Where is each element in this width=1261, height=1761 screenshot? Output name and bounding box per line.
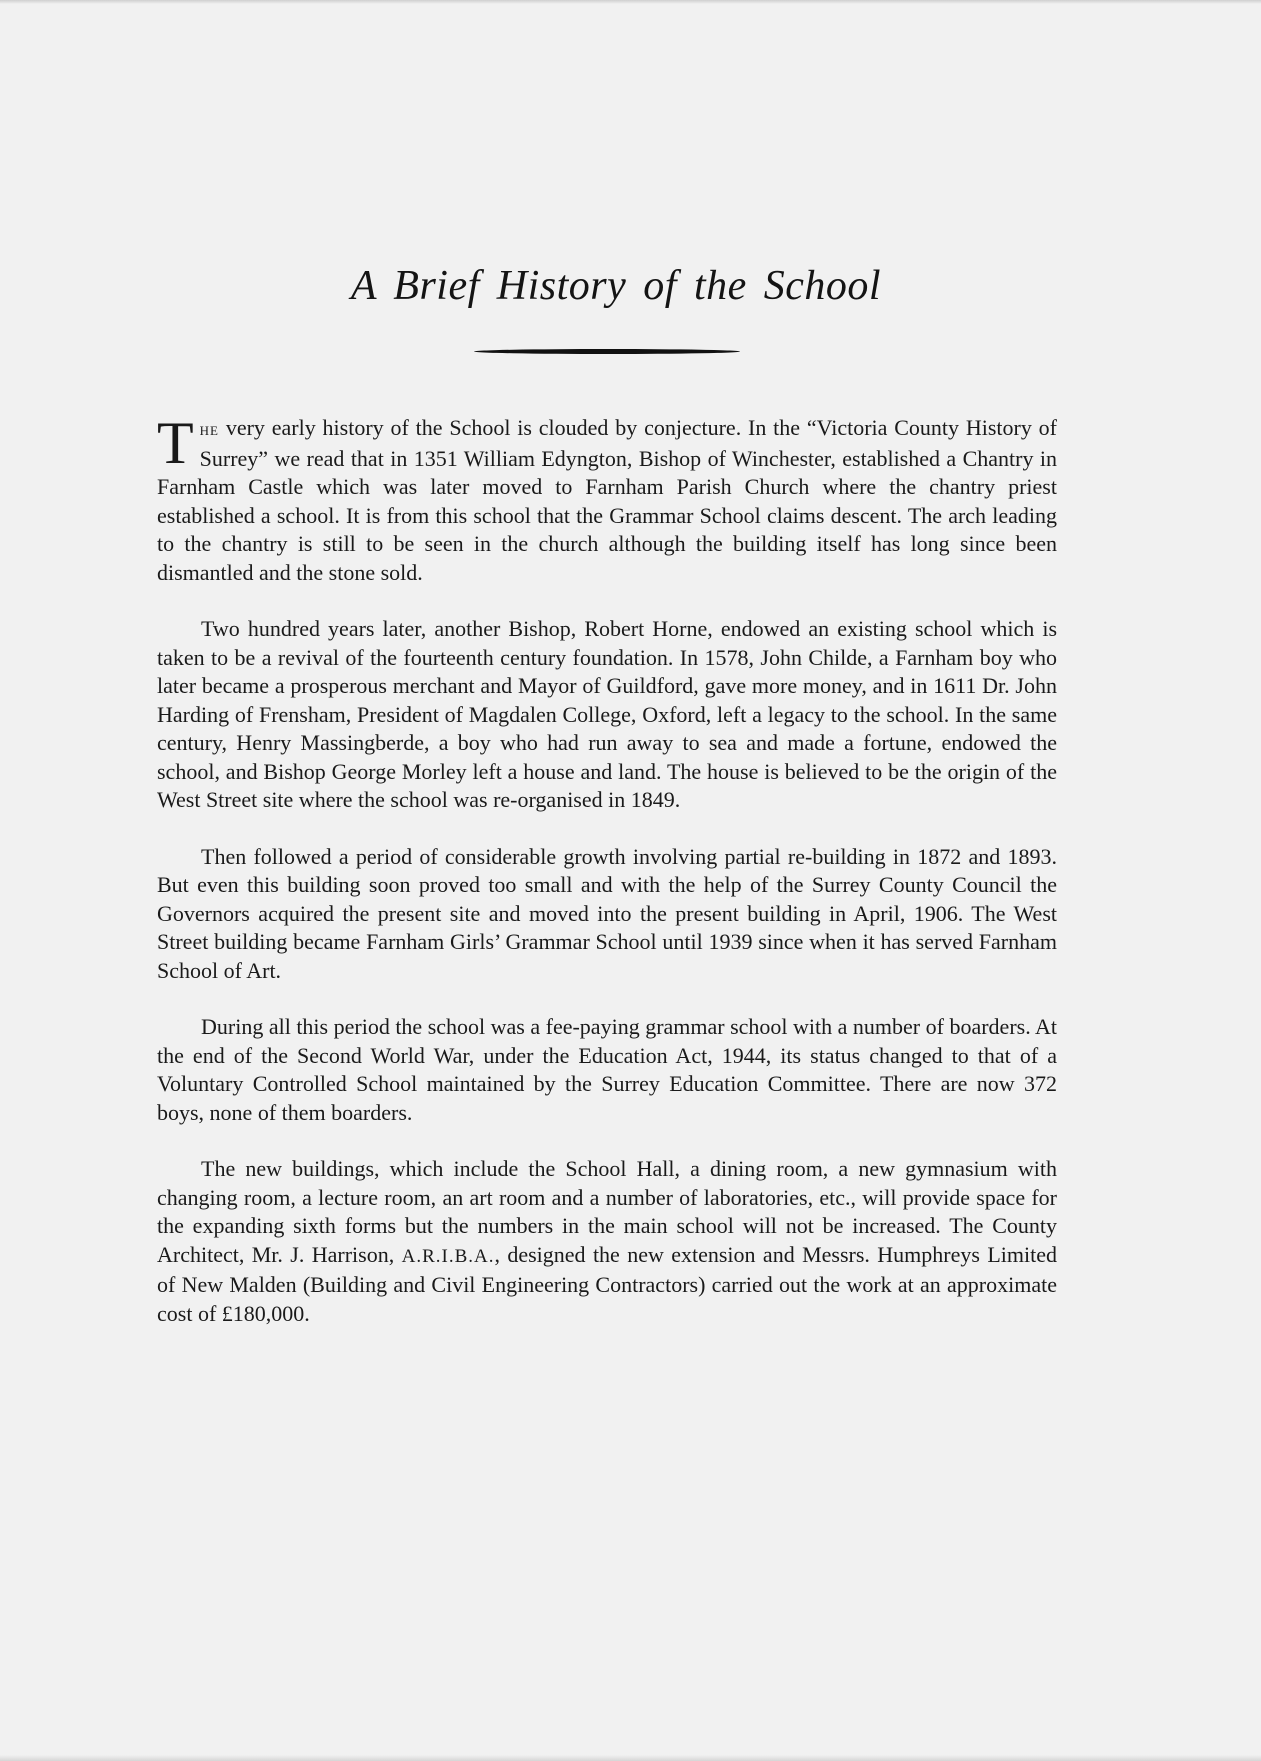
drop-cap: T — [157, 410, 194, 476]
paragraph-1-text: very early history of the School is clouded by conjecture. In the “Victoria County History of Surrey” we read that in 1351 William Edyngton, Bishop of Winchester, established a Chantry in Farnham Castle which was later moved to Farnham Parish Church where the chantry priest established a school. It is from this school that the Grammar School claims descent. The arch leading to the chantry is still to be seen in the church although the building itself has long since been dismantled and the stone sold. — [157, 415, 1057, 585]
paragraph-3: Then followed a period of considerable growth involving partial re-building in 1872 and 1893. But even this building soon proved too small and with the help of the Surrey County Council the Governors acquired the present site and moved into the present building in April, 1906. The West Street building became Farnham Girls’ Grammar School until 1939 since when it has served Farnham School of Art. — [157, 843, 1057, 983]
paragraph-4: During all this period the school was a fee-paying grammar school with a number of boarders. At the end of the Second World War, under the Education Act, 1944, its status changed to that of a Voluntary Controlled School maintained by the Surrey Education Committee. There are now 372 boys, none of them boarders. — [157, 1014, 1057, 1125]
paragraph-1 — [157, 410, 1057, 587]
article-body — [157, 410, 1057, 1356]
qualification-smallcaps: A.R.I.B.A. — [401, 1245, 495, 1267]
page-top-edge — [0, 0, 1261, 4]
page-bottom-edge — [0, 1755, 1261, 1761]
title-rule-divider — [474, 349, 740, 354]
page-title: A Brief History of the School — [350, 263, 882, 309]
paragraph-5-text-before: The new buildings, which include the School Hall, a dining room, a new gymnasium with changing room, a lecture room, an art room and a number of laboratories, etc., will provide space for the expanding sixth forms but the numbers in the main school will not be increased. The County Architect, Mr. J. Harrison, — [157, 1156, 1057, 1267]
paragraph-5-text-after: , designed the new extension and Messrs. Humphreys Limited of New Malden (Building and Civil Engineering Contractors) carried out the work at an approximate cost of £180,000. — [157, 1241, 1057, 1326]
paragraph-2: Two hundred years later, another Bishop, Robert Horne, endowed an existing school which is taken to be a revival of the fourteenth century foundation. In 1578, John Childe, a Farnham boy who later became a prosperous merchant and Mayor of Guildford, gave more money, and in 1611 Dr. John Harding of Frensham, President of Magdalen College, Oxford, left a legacy to the school. In the same century, Henry Massingberde, a boy who had run away to sea and made a fortune, endowed the school, and Bishop George Morley left a house and land. The house is believed to be the origin of the West Street site where the school was re-organised in 1849. — [157, 616, 1057, 812]
paragraph-5 — [157, 1155, 1057, 1328]
lead-smallcaps: he — [199, 419, 219, 440]
